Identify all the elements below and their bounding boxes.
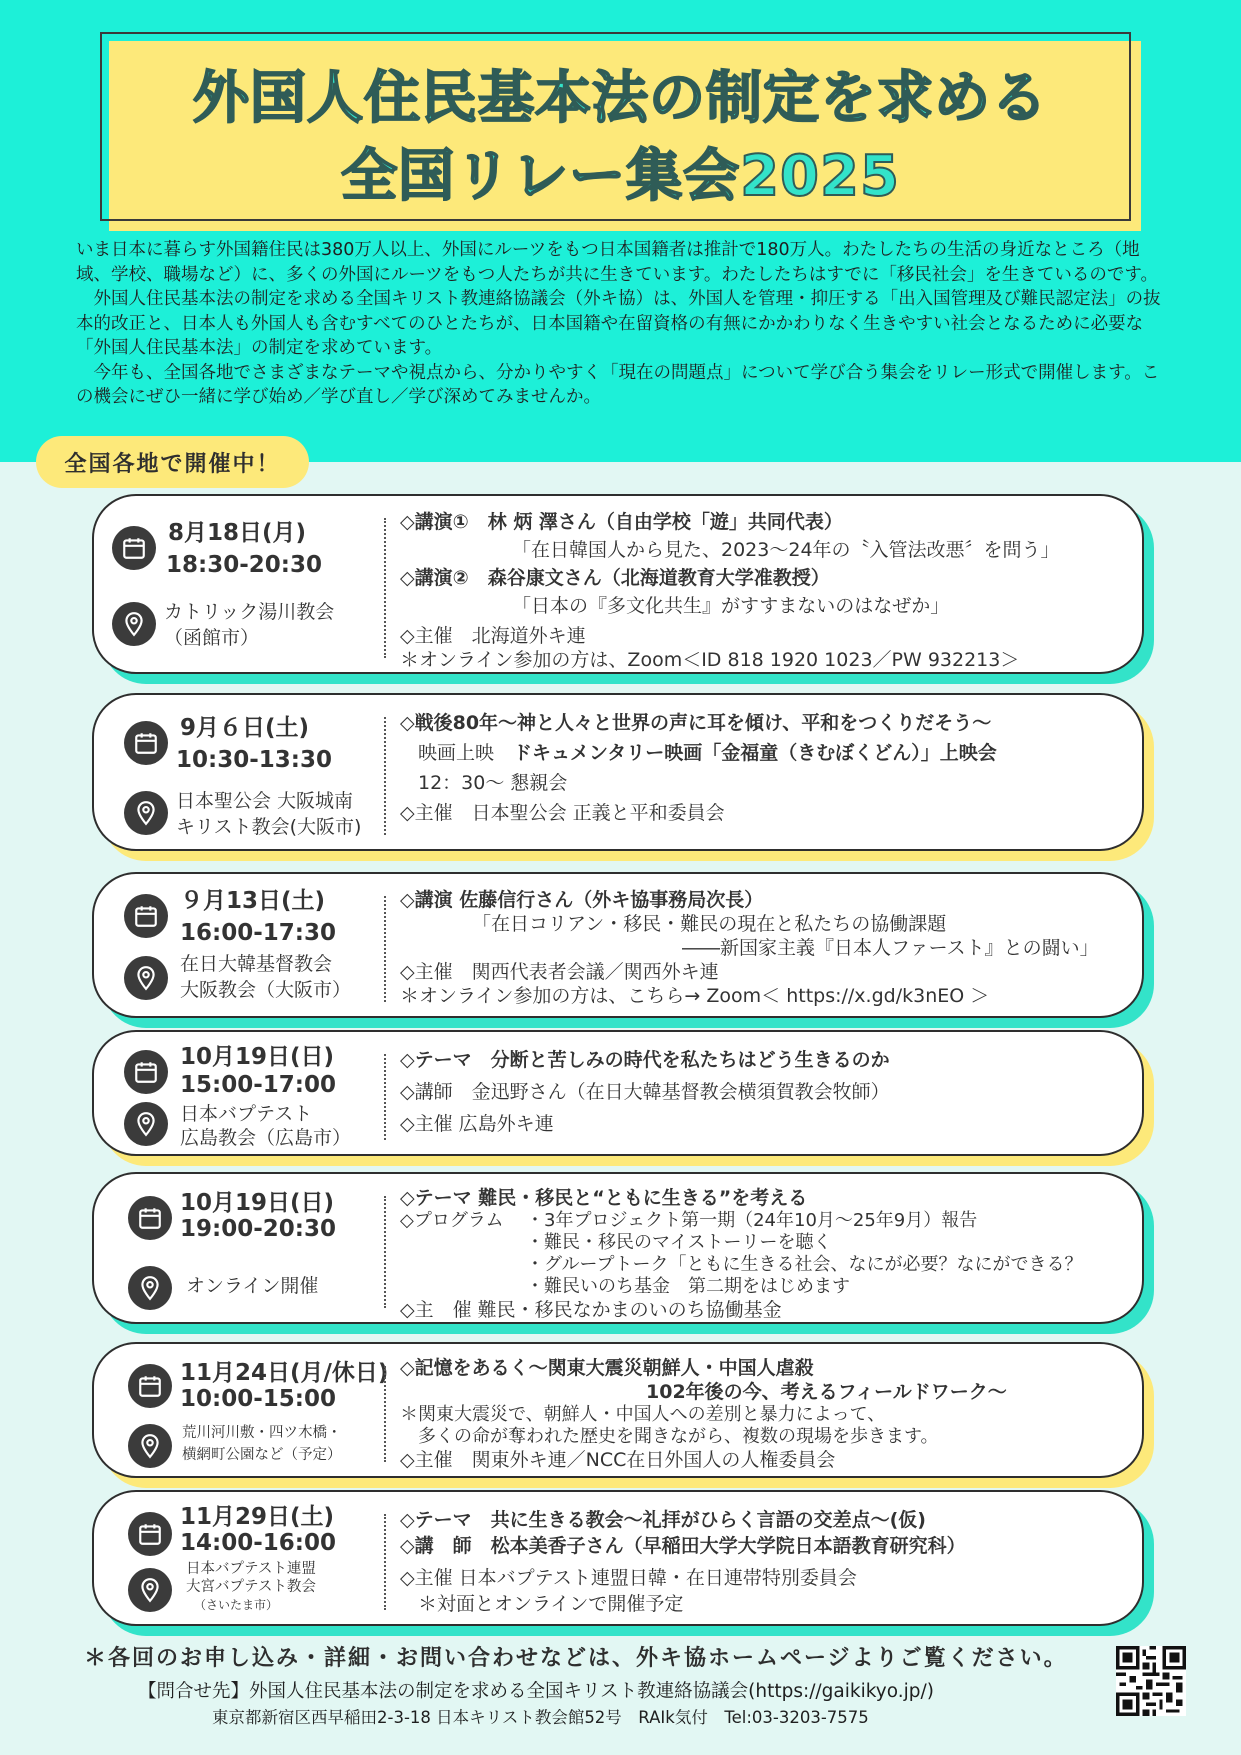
event-place-line1: 日本聖公会 大阪城南 (176, 790, 354, 812)
footer-contact: 【問合せ先】外国人住民基本法の制定を求める全国キリスト教連絡協議会(https://gaikikyo.jp/) (138, 1681, 934, 1702)
event-date: 10月19日(日) (180, 1190, 335, 1216)
event-line: ＊オンライン参加の方は、こちら→ Zoom＜ https://x.gd/k3nEO ＞ (400, 985, 990, 1007)
event-date: 8月18日(月) (168, 520, 307, 546)
event-place-line1: 荒川河川敷・四ツ木橋・ (182, 1425, 342, 1441)
event-place-line3: （さいたま市） (194, 1598, 279, 1612)
event-date: 11月24日(月/休日) (180, 1360, 389, 1386)
event-place-line2: 大阪教会（大阪市） (180, 979, 352, 1001)
event-date: 9月６日(土) (180, 715, 310, 741)
event-line: ・3年プロジェクト第一期（24年10月～25年9月）報告 (526, 1210, 978, 1231)
calendar-icon (124, 894, 168, 938)
location-pin-icon (112, 602, 156, 646)
event-place-line2: キリスト教会(大阪市) (176, 816, 362, 838)
event-details (400, 510, 1122, 672)
event-place-line1: カトリック湯川教会 (164, 601, 335, 623)
event-time: 10:30-13:30 (176, 747, 332, 773)
page-title-line1: 外国人住民基本法の制定を求める (193, 66, 1048, 131)
card-body (92, 1172, 1144, 1324)
location-pin-icon (128, 1266, 172, 1310)
event-date: ９月13日(土) (180, 888, 326, 914)
event-place-line1: 在日大韓基督教会 (180, 953, 333, 975)
location-pin-icon (124, 791, 168, 835)
event-line: ◇主催 日本聖公会 正義と平和委員会 (400, 802, 725, 824)
event-card (92, 872, 1144, 1018)
calendar-icon (124, 721, 168, 765)
event-line: 「在日韓国人から見た、2023～24年の〝入管法改悪〞を問う」 (512, 539, 1060, 561)
event-time: 16:00-17:30 (180, 920, 336, 946)
event-details (400, 1048, 1122, 1136)
event-line: ◇講師 金迅野さん（在日大韓基督教会横須賀教会牧師） (400, 1081, 890, 1103)
event-line: ドキュメンタリー映画「金福童（きむぼくどん）」上映会 (513, 742, 997, 764)
location-pin-icon (128, 1568, 172, 1612)
qr-code-icon[interactable] (1116, 1646, 1186, 1716)
calendar-icon (112, 526, 156, 570)
footer-note: ＊各回のお申し込み・詳細・お問い合わせなどは、外キ協ホームページよりご覧ください。 (84, 1646, 1068, 1671)
event-line: ――新国家主義『日本人ファースト』との闘い」 (682, 937, 1099, 959)
event-date: 10月19日(日) (180, 1044, 335, 1070)
card-body (92, 1030, 1144, 1156)
card-body (92, 693, 1144, 851)
card-divider (384, 1196, 386, 1308)
event-line: 「日本の『多文化共生』がすすまないのはなぜか」 (512, 595, 950, 617)
card-divider (384, 1366, 386, 1462)
event-line: 12：30～ 懇親会 (418, 772, 568, 794)
event-line: ・グループトーク「ともに生きる社会、なにが必要？なにができる？ (526, 1254, 1083, 1275)
event-details (400, 711, 1122, 825)
event-time: 19:00-20:30 (180, 1216, 336, 1242)
nationwide-badge: 全国各地で開催中！ (36, 436, 309, 488)
event-line: 「在日コリアン・移民・難民の現在と私たちの協働課題 (472, 913, 947, 935)
event-details (400, 1508, 1122, 1616)
calendar-icon (124, 1050, 168, 1094)
event-line: ◇講 師 松本美香子さん（早稲田大学大学院日本語教育研究科） (400, 1535, 966, 1557)
event-line: ◇主 催 難民・移民なかまのいのち協働基金 (400, 1299, 782, 1321)
card-divider (384, 1054, 386, 1140)
location-pin-icon (128, 1424, 172, 1468)
event-line: 映画上映 (418, 742, 514, 764)
event-place-line1: 日本バプテスト連盟 (186, 1561, 316, 1577)
event-line: ◇主催 日本バプテスト連盟日韓・在日連帯特別委員会 (400, 1567, 857, 1589)
event-line: ＊関東大震災で、朝鮮人・中国人への差別と暴力によって、 (400, 1404, 886, 1425)
location-pin-icon (124, 1102, 168, 1146)
event-line: ◇主催 関西代表者会議／関西外キ連 (400, 961, 719, 983)
event-place-line1: 日本バプテスト (180, 1103, 313, 1125)
event-line: 多くの命が奪われた歴史を聞きながら、複数の現場を歩きます。 (418, 1426, 939, 1447)
calendar-icon (128, 1196, 172, 1240)
card-divider (384, 1514, 386, 1610)
event-time: 15:00-17:00 (180, 1072, 336, 1098)
event-line: ◇戦後80年～神と人々と世界の声に耳を傾け、平和をつくりだそう～ (400, 712, 992, 734)
calendar-icon (128, 1364, 172, 1408)
event-line: ・難民・移民のマイストーリーを聴く (526, 1232, 832, 1253)
calendar-icon (128, 1512, 172, 1556)
intro-text (76, 238, 1168, 410)
card-body (92, 872, 1144, 1018)
event-card (92, 693, 1144, 851)
location-pin-icon (124, 956, 168, 1000)
event-line: ◇主催 北海道外キ連 (400, 625, 586, 647)
event-details (400, 1186, 1122, 1322)
card-body (92, 494, 1144, 674)
event-line: ◇テーマ 難民・移民と“ともに生きる”を考える (400, 1187, 808, 1209)
card-body (92, 1342, 1144, 1478)
intro-paragraph-1: いま日本に暮らす外国籍住民は380万人以上、外国にルーツをもつ日本国籍者は推計で180万人。わたしたちの生活の身近なところ（地域、学校、職場など）に、多くの外国にルーツをもつ人たちが共に生きています。わたしたちはすでに「移民社会」を生きているのです。 (76, 240, 1159, 285)
event-place-line2: （函館市） (164, 627, 260, 649)
event-line: ◇プログラム (400, 1210, 504, 1231)
event-line: ・難民いのち基金 第二期をはじめます (526, 1276, 850, 1297)
event-time: 18:30-20:30 (166, 552, 322, 578)
event-line: ◇テーマ 分断と苦しみの時代を私たちはどう生きるのか (400, 1049, 890, 1071)
event-line: ＊オンライン参加の方は、Zoom＜ID 818 1920 1023／PW 932213＞ (400, 649, 1020, 671)
event-time: 10:00-15:00 (180, 1386, 336, 1412)
event-line: ◇主催 広島外キ連 (400, 1113, 554, 1135)
card-divider (384, 896, 386, 1002)
event-line: ◇講演 佐藤信行さん（外キ協事務局次長） (400, 889, 764, 911)
event-time: 14:00-16:00 (180, 1530, 336, 1556)
intro-paragraph-3: 今年も、全国各地でさまざまなテーマや視点から、分かりやすく「現在の問題点」について学び合う集会をリレー形式で開催します。この機会にぜひ一緒に学び始め／学び直し／学び深めてみませんか。 (76, 362, 1160, 407)
event-card (92, 1342, 1144, 1478)
event-card (92, 1172, 1144, 1324)
event-card (92, 1490, 1144, 1626)
card-divider (384, 518, 386, 658)
page-title-line2: 全国リレー集会2025 (341, 144, 900, 209)
event-line: ◇講演① 林 炳 澤さん（自由学校「遊」共同代表） (400, 511, 843, 533)
event-place-line1: オンライン開催 (186, 1275, 319, 1297)
event-details (400, 1356, 1122, 1472)
event-line: 102年後の今、考えるフィールドワーク～ (646, 1381, 1007, 1403)
event-line: ＊対面とオンラインで開催予定 (418, 1593, 684, 1615)
event-line: ◇主催 関東外キ連／NCC在日外国人の人権委員会 (400, 1449, 836, 1471)
intro-paragraph-2: 外国人住民基本法の制定を求める全国キリスト教連絡協議会（外キ協）は、外国人を管理・抑圧する「出入国管理及び難民認定法」の抜本的改正と、日本人も外国人も含むすべてのひとたちが、日本国籍や在留資格の有無にかかわりなく生きやすい社会となるために必要な「外国人住民基本法」の制定を求めています。 (76, 289, 1161, 358)
event-line: ◇講演② 森谷康文さん（北海道教育大学准教授） (400, 567, 830, 589)
card-divider (384, 717, 386, 835)
footer-address: 東京都新宿区西早稲田2-3-18 日本キリスト教会館52号 RAIk気付 Tel:03-3203-7575 (212, 1708, 869, 1727)
event-card (92, 1030, 1144, 1156)
event-card (92, 494, 1144, 674)
card-body (92, 1490, 1144, 1626)
event-date: 11月29日(土) (180, 1504, 335, 1530)
event-place-line2: 大宮バプテスト教会 (186, 1579, 316, 1595)
event-place-line2: 横網町公園など（予定） (182, 1447, 342, 1463)
event-line: ◇テーマ 共に生きる教会～礼拝がひらく言語の交差点～(仮) (400, 1509, 926, 1531)
event-line: ◇記憶をあるく～関東大震災朝鮮人・中国人虐殺 (400, 1357, 814, 1379)
event-details (400, 888, 1122, 1008)
event-place-line2: 広島教会（広島市） (180, 1127, 352, 1149)
